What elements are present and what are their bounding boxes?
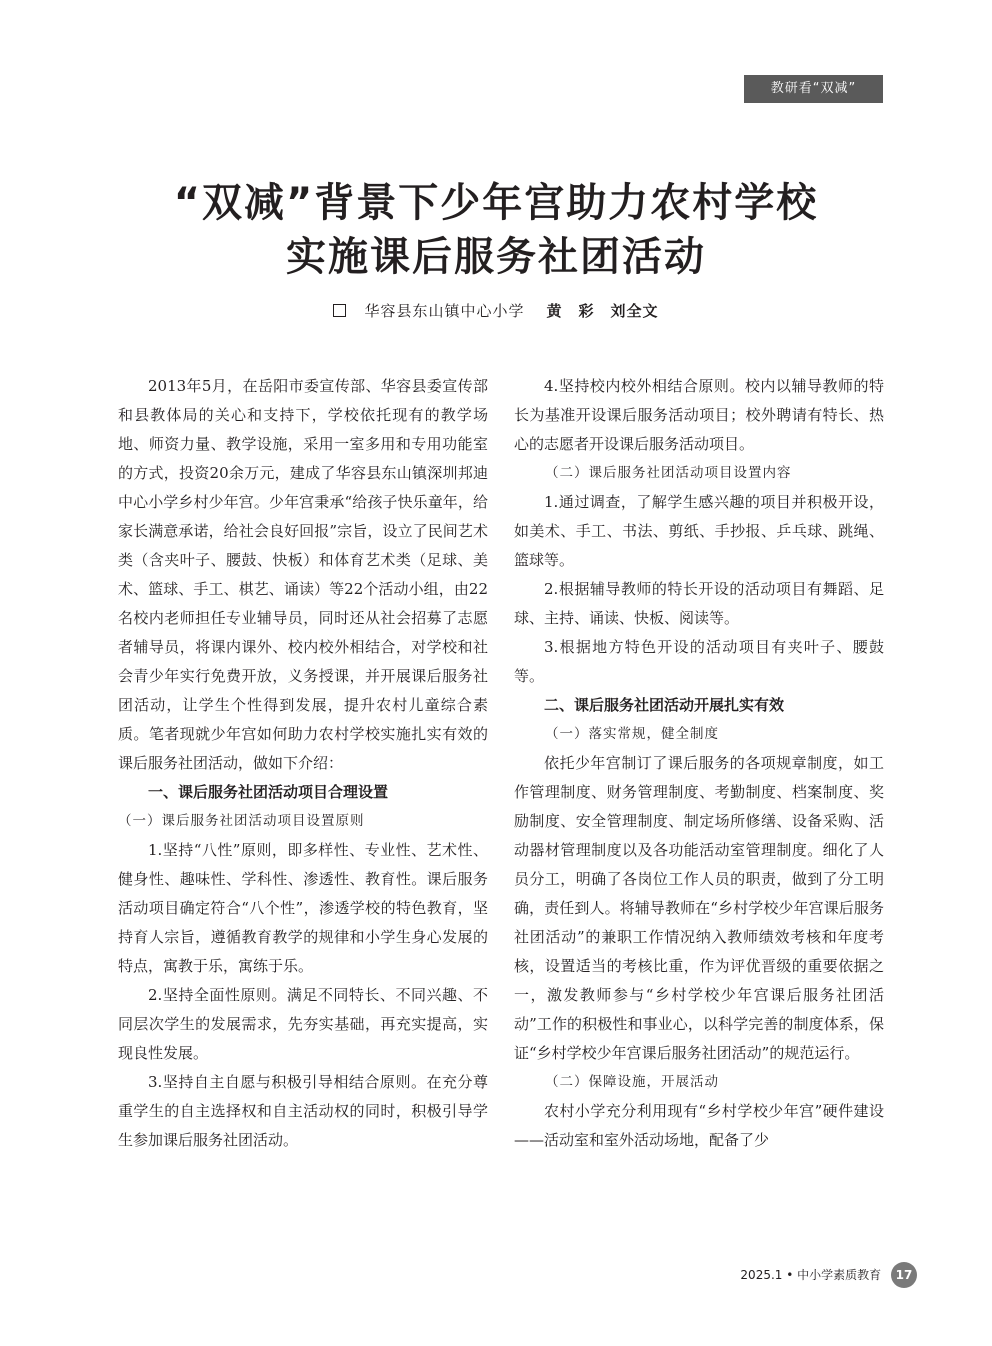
subsection-heading: （一）课后服务社团活动项目设置原则 (118, 813, 365, 829)
byline (0, 300, 992, 321)
section-heading: 二、课后服务社团活动开展扎实有效 (544, 696, 785, 714)
left-column (118, 372, 488, 1155)
paragraph: 1.坚持“八性”原则，即多样性、专业性、艺术性、健身性、趣味性、学科性、渗透性、教育性。课后服务活动项目确定符合“八个性”，渗透学校的特色教育，坚持育人宗旨，遵循教育教学的规律和小学生身心发展的特点，寓教于乐，寓练于乐。 (118, 841, 488, 975)
right-column (514, 372, 884, 1155)
paragraph: 依托少年宫制订了课后服务的各项规章制度，如工作管理制度、财务管理制度、考勤制度、档案制度、奖励制度、安全管理制度、制定场所修缮、设备采购、活动器材管理制度以及各功能活动室管理制度。细化了人员分工，明确了各岗位工作人员的职责，做到了分工明确，责任到人。将辅导教师在“乡村学校少年宫课后服务社团活动”的兼职工作情况纳入教师绩效考核和年度考核，设置适当的考核比重，作为评优晋级的重要依据之一，激发教师参与“乡村学校少年宫课后服务社团活动”工作的积极性和事业心，以科学完善的制度体系，保证“乡村学校少年宫课后服务社团活动”的规范运行。 (514, 754, 884, 1062)
section-heading: 一、课后服务社团活动项目合理设置 (148, 783, 389, 801)
title-line-1: “双减”背景下少年宫助力农村学校 (173, 180, 819, 226)
square-bullet-icon (333, 304, 346, 317)
footer-separator: • (786, 1268, 794, 1282)
paragraph: 3.坚持自主自愿与积极引导相结合原则。在充分尊重学生的自主选择权和自主活动权的同时，积极引导学生参加课后服务社团活动。 (118, 1073, 488, 1149)
title-line-2: 实施课后服务社团活动 (286, 234, 706, 280)
article-title (0, 176, 992, 284)
paragraph: 2013年5月，在岳阳市委宣传部、华容县委宣传部和县教体局的关心和支持下，学校依托现有的教学场地、师资力量、教学设施，采用一室多用和专用功能室的方式，投资20余万元，建成了华容县东山镇深圳邦迪中心小学乡村少年宫。少年宫秉承“给孩子快乐童年，给家长满意承诺，给社会良好回报”宗旨，设立了民间艺术类（含夹叶子、腰鼓、快板）和体育艺术类（足球、美术、篮球、手工、棋艺、诵读）等22个活动小组，由22名校内老师担任专业辅导员，同时还从社会招募了志愿者辅导员，将课内课外、校内校外相结合，对学校和社会青少年实行免费开放，义务授课，并开展课后服务社团活动，让学生个性得到发展，提升农村儿童综合素质。笔者现就少年宫如何助力农村学校实施扎实有效的课后服务社团活动，做如下介绍： (118, 377, 488, 772)
journal-name: 中小学素质教育 (797, 1268, 882, 1282)
section-tag: 教研看“双减” (744, 75, 883, 103)
paragraph: 2.坚持全面性原则。满足不同特长、不同兴趣、不同层次学生的发展需求，先夯实基础，再充实提高，实现良性发展。 (118, 986, 488, 1062)
author-names: 黄 彩 刘全文 (546, 302, 659, 320)
page-footer (740, 1262, 917, 1288)
paragraph: 3.根据地方特色开设的活动项目有夹叶子、腰鼓等。 (514, 638, 884, 685)
subsection-heading: （二）课后服务社团活动项目设置内容 (545, 465, 792, 481)
paragraph: 农村小学充分利用现有“乡村学校少年宫”硬件建设——活动室和室外活动场地，配备了少 (514, 1102, 884, 1149)
paragraph: 4.坚持校内校外相结合原则。校内以辅导教师的特长为基准开设课后服务活动项目；校外聘请有特长、热心的志愿者开设课后服务活动项目。 (514, 377, 884, 453)
subsection-heading: （一）落实常规，健全制度 (545, 726, 720, 742)
issue-number: 2025.1 (740, 1268, 783, 1282)
subsection-heading: （二）保障设施，开展活动 (545, 1074, 720, 1090)
author-school: 华容县东山镇中心小学 (364, 302, 525, 320)
page-number: 17 (891, 1262, 917, 1288)
paragraph: 2.根据辅导教师的特长开设的活动项目有舞蹈、足球、主持、诵读、快板、阅读等。 (514, 580, 884, 627)
paragraph: 1.通过调查，了解学生感兴趣的项目并积极开设，如美术、手工、书法、剪纸、手抄报、乒乓球、跳绳、篮球等。 (514, 493, 884, 569)
